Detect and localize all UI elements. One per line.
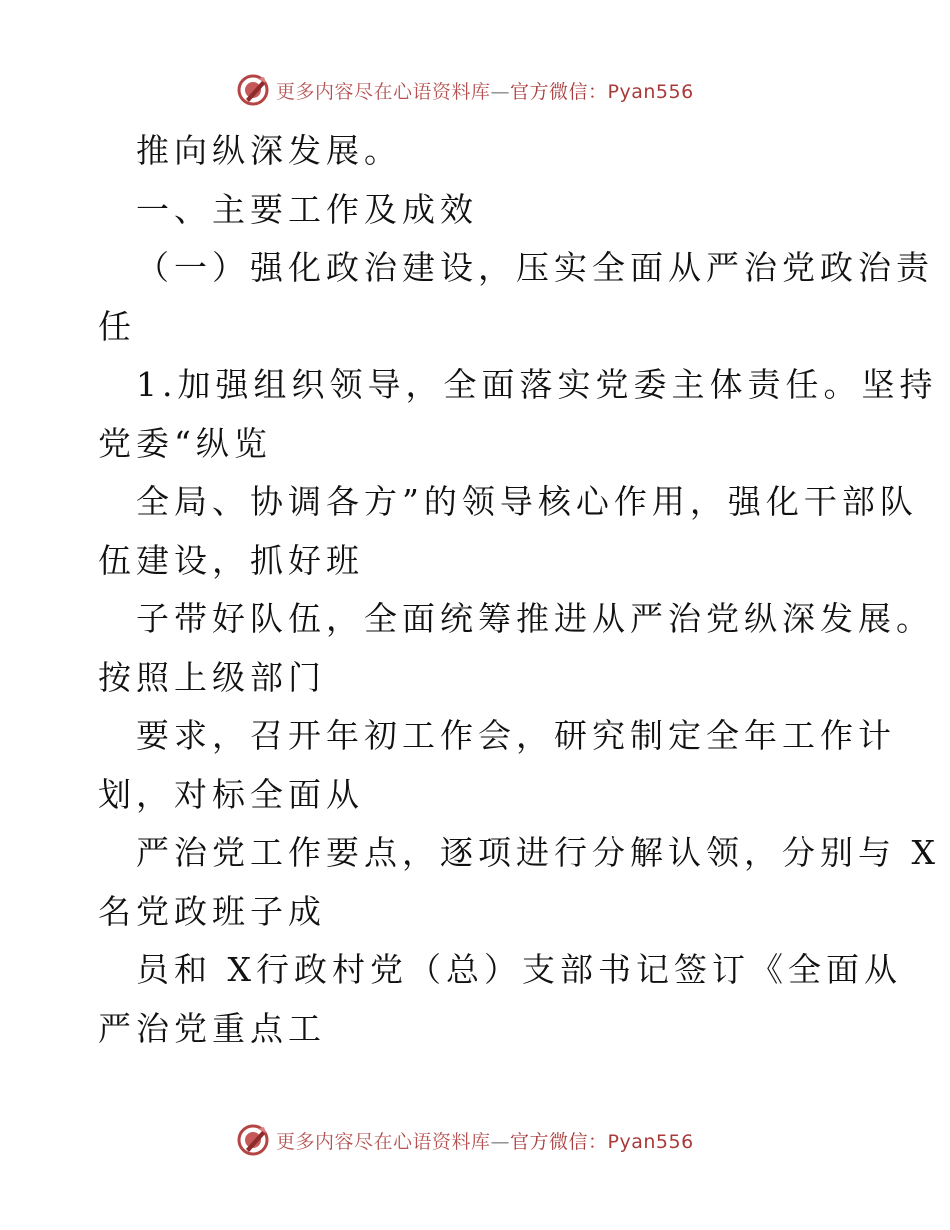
text-line: 推向纵深发展。	[136, 131, 402, 170]
text-line: 1.加强组织领导，全面落实党委主体责任。坚持	[136, 365, 938, 404]
text-line: 员和 X行政村党（总）支部书记签订《全面从	[136, 950, 902, 989]
header-watermark	[236, 73, 756, 107]
footer-watermark	[236, 1123, 756, 1157]
watermark-wechat-id: Pyan556	[607, 80, 694, 103]
pen-logo-icon	[236, 73, 270, 107]
text-line: 伍建设，抓好班	[98, 540, 364, 580]
watermark-main-text: 更多内容尽在心语资料库	[276, 80, 491, 103]
text-line: 党委“纵览	[98, 423, 272, 463]
watermark-wechat-id: Pyan556	[607, 1130, 694, 1153]
document-body	[98, 122, 940, 1058]
watermark-official-label: 官方微信：	[510, 80, 608, 103]
text-line: 子带好队伍，全面统筹推进从严治党纵深发展。	[136, 599, 934, 638]
watermark-text	[276, 1127, 694, 1154]
watermark-text	[276, 77, 694, 104]
text-line: 任	[98, 306, 136, 346]
text-line: 严治党重点工	[98, 1008, 326, 1048]
pen-logo-icon	[236, 1123, 270, 1157]
watermark-official-label: 官方微信：	[510, 1130, 608, 1153]
watermark-main-text: 更多内容尽在心语资料库	[276, 1130, 491, 1153]
text-line: 名党政班子成	[98, 891, 326, 931]
text-line: 按照上级部门	[98, 657, 326, 697]
text-line: 一、主要工作及成效	[136, 189, 478, 229]
watermark-separator: —	[490, 1130, 511, 1153]
text-line: 要求，召开年初工作会，研究制定全年工作计	[136, 716, 896, 755]
text-line: （一）强化政治建设，压实全面从严治党政治责	[136, 248, 934, 287]
text-line: 严治党工作要点，逐项进行分解认领，分别与 X	[136, 833, 940, 872]
watermark-separator: —	[490, 80, 511, 103]
text-line: 划，对标全面从	[98, 774, 364, 814]
text-line: 全局、协调各方”的领导核心作用，强化干部队	[136, 482, 918, 521]
